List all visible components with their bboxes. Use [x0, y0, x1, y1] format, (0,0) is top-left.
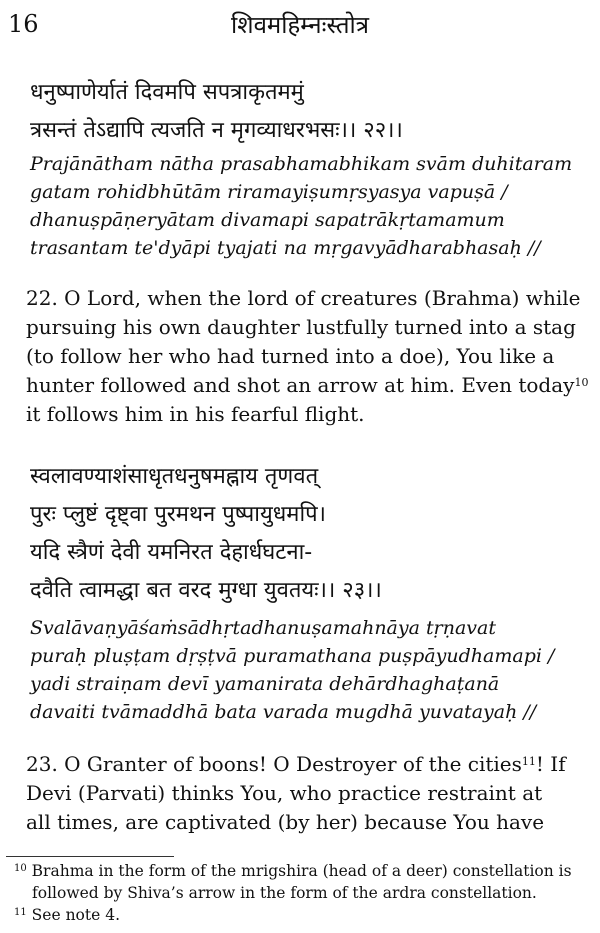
- verse-22-sanskrit-line: त्रसन्तं तेऽद्यापि त्यजति न मृगव्याधरभसः।। २२।।: [30, 118, 403, 143]
- footnote-ref-10[interactable]: 10: [574, 376, 589, 389]
- transliteration-line: yadi straiṇam devī yamanirata dehārdhaghaṭanā: [30, 673, 500, 695]
- footnote-text: Brahma in the form of the mrigshira (head of a deer) constellation is: [31, 862, 572, 880]
- footnote-ref-11[interactable]: 11: [521, 755, 536, 768]
- transliteration-line: Svalāvaṇyāśaṁsādhṛtadhanuṣamahnāya tṛṇavat: [30, 617, 496, 639]
- transliteration-line: gatam rohidbhūtām riramayiṣumṛsyasya vapuṣā /: [30, 181, 508, 203]
- transliteration-line: Prajānātham nātha prasabhamabhikam svām duhitaram: [30, 153, 573, 175]
- footnote-10: [14, 860, 572, 882]
- translation-text: hunter followed and shot an arrow at him. Even today: [26, 373, 575, 397]
- verse-23-sanskrit-line: यदि स्त्रैणं देवी यमनिरत देहार्धघटना-: [30, 540, 313, 565]
- verse-23-translation: [26, 750, 596, 837]
- footnote-text: See note 4.: [31, 906, 120, 924]
- transliteration-line: dhanuṣpāṇeryātam divamapi sapatrākṛtamamum: [30, 209, 505, 231]
- translation-text: 23. O Granter of boons! O Destroyer of the cities: [26, 752, 522, 776]
- verse-23-sanskrit-line: स्वलावण्याशंसाधृतधनुषमह्नाय तृणवत्: [30, 464, 319, 489]
- footnote-10-continued: followed by Shiva’s arrow in the form of the ardra constellation.: [32, 884, 537, 902]
- footnotes: [14, 860, 572, 926]
- page-number: 16: [8, 10, 39, 38]
- verse-23-sanskrit-line: दवैति त्वामद्धा बत वरद मुग्धा युवतयः।। २३।।: [30, 578, 382, 603]
- transliteration-line: davaiti tvāmaddhā bata varada mugdhā yuvatayaḥ //: [30, 701, 537, 723]
- translation-line: it follows him in his fearful flight.: [26, 402, 365, 426]
- transliteration-line: puraḥ pluṣṭam dṛṣṭvā puramathana puṣpāyudhamapi /: [30, 645, 555, 667]
- translation-line: Devi (Parvati) thinks You, who practice restraint at: [26, 781, 543, 805]
- translation-line-with-note: [26, 371, 596, 400]
- verse-22-sanskrit-line: धनुष्पाणेर्यातं दिवमपि सपत्राकृतममुं: [30, 80, 304, 105]
- footnote-divider: [6, 856, 174, 857]
- footnote-marker-10: 10: [14, 863, 27, 874]
- running-title: शिवमहिम्नःस्तोत्र: [231, 11, 369, 39]
- translation-text: ! If: [535, 752, 566, 776]
- verse-22-transliteration: [30, 150, 572, 262]
- verse-23-transliteration: [30, 614, 554, 726]
- translation-line: (to follow her who had turned into a doe), You like a: [26, 344, 555, 368]
- footnote-11: [14, 904, 572, 926]
- translation-line: all times, are captivated (by her) because You have: [26, 810, 545, 834]
- verse-23-sanskrit-line: पुरः प्लुष्टं दृष्ट्वा पुरमथन पुष्पायुधमपि।: [30, 502, 326, 527]
- verse-22-translation: [26, 284, 596, 429]
- translation-line: 22. O Lord, when the lord of creatures (Brahma) while: [26, 286, 581, 310]
- footnote-marker-11: 11: [14, 907, 27, 918]
- translation-line-with-note: [26, 750, 596, 779]
- transliteration-line: trasantam te'dyāpi tyajati na mṛgavyādharabhasaḥ //: [30, 237, 541, 259]
- translation-line: pursuing his own daughter lustfully turned into a stag: [26, 315, 576, 339]
- page-header: [0, 6, 600, 42]
